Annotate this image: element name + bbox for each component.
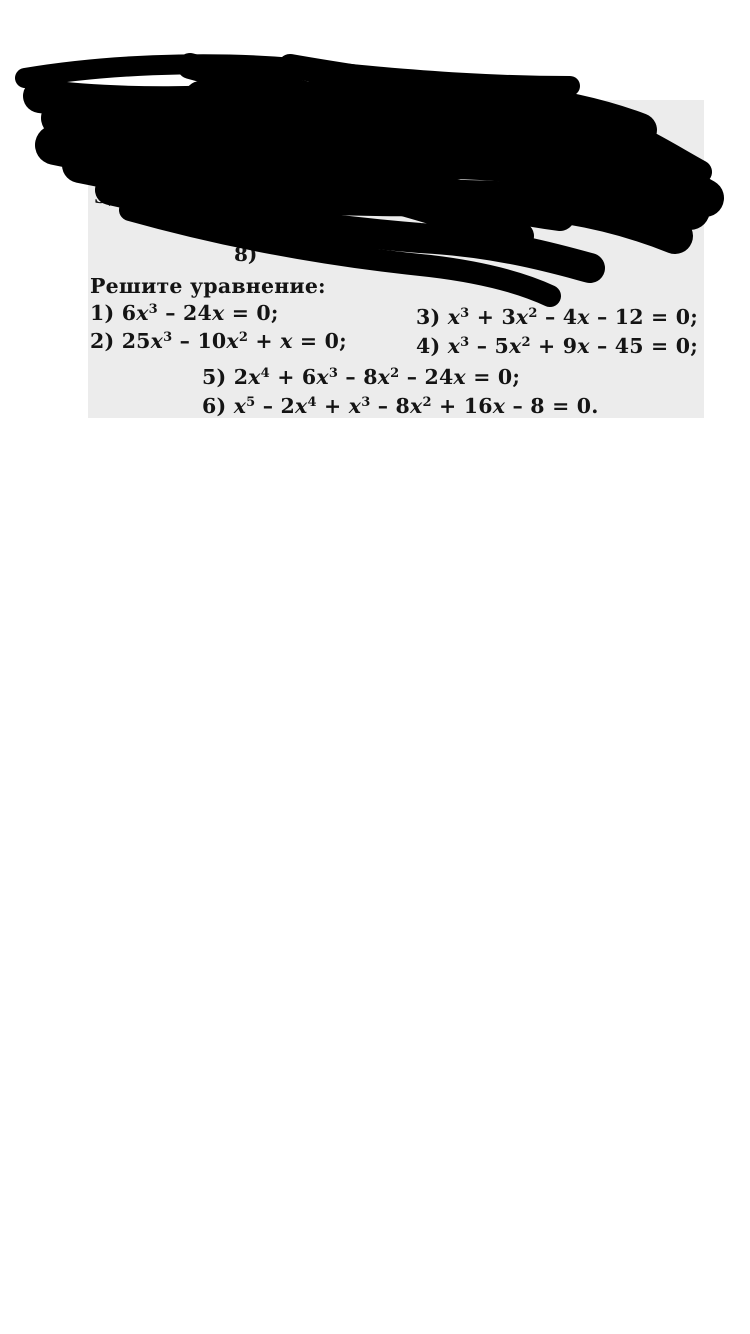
equation-6	[202, 394, 599, 418]
equation-1-expression: $6x^3 - 24x = 0$;	[121, 301, 279, 325]
redaction-scribble	[0, 0, 750, 330]
equation-5-expression: $2x^4 + 6x^3 - 8x^2 - 24x = 0$;	[233, 365, 521, 389]
fragment-lower-expression: b² + 4	[312, 240, 380, 264]
equation-3-number: 3)	[416, 305, 441, 329]
equation-4-number: 4)	[416, 334, 441, 358]
fragment-lower-number: 8)	[234, 242, 258, 266]
equation-2-expression: $25x^3 - 10x^2 + x = 0$;	[121, 329, 347, 353]
equation-6-number: 6)	[202, 394, 227, 418]
equation-4	[416, 334, 698, 358]
exercise-heading: Решите уравнение:	[90, 274, 326, 298]
fragment-number: 3)	[94, 184, 118, 208]
equation-1-number: 1)	[90, 301, 115, 325]
equation-2	[90, 329, 347, 353]
equation-5-number: 5)	[202, 365, 227, 389]
equation-5	[202, 365, 520, 389]
equation-4-expression: $x^3 - 5x^2 + 9x - 45 = 0$;	[447, 334, 698, 358]
equation-2-number: 2)	[90, 329, 115, 353]
equation-3-expression: $x^3 + 3x^2 - 4x - 12 = 0$;	[447, 305, 698, 329]
equation-6-expression: $x^5 - 2x^4 + x^3 - 8x^2 + 16x - 8 = 0$.	[233, 394, 599, 418]
